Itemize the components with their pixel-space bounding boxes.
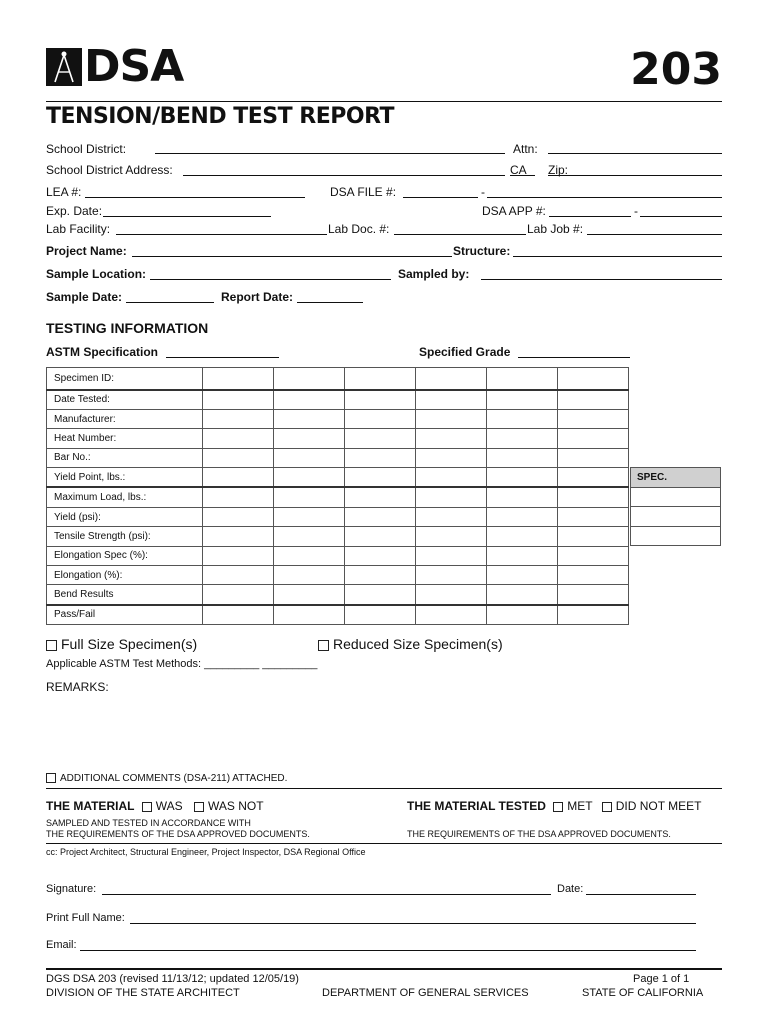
testing-heading: TESTING INFORMATION	[46, 320, 209, 336]
astm-methods: Applicable ASTM Test Methods: _________ _________	[46, 658, 318, 670]
specified-grade-field[interactable]	[518, 357, 630, 358]
row-label: Elongation Spec (%):	[47, 546, 203, 565]
project-name-label: Project Name:	[46, 244, 127, 258]
footer-state: STATE OF CALIFORNIA	[582, 987, 704, 999]
spec-yield[interactable]	[631, 507, 721, 527]
table-row	[47, 468, 629, 488]
date-field[interactable]	[586, 894, 696, 895]
sample-date-label: Sample Date:	[46, 290, 123, 304]
spec-header: SPEC.	[631, 468, 721, 488]
footer-department: DEPARTMENT OF GENERAL SERVICES	[322, 987, 529, 999]
specified-grade-label: Specified Grade	[419, 345, 511, 359]
row-label: Heat Number:	[47, 429, 203, 448]
footer-page: Page 1 of 1	[633, 973, 690, 985]
page-title: TENSION/BEND TEST REPORT	[46, 104, 395, 129]
did-not-meet-checkbox[interactable]	[602, 802, 612, 812]
full-size-checkbox[interactable]	[46, 640, 57, 651]
report-date-field[interactable]	[297, 302, 363, 303]
lab-job-label: Lab Job #:	[527, 222, 584, 236]
attn-field[interactable]	[548, 153, 722, 154]
dsa-app-field-2[interactable]	[640, 216, 722, 217]
table-row	[47, 429, 629, 448]
address-field[interactable]	[183, 175, 505, 176]
table-row	[47, 368, 629, 390]
additional-comments-checkbox[interactable]	[46, 773, 56, 783]
row-label: Pass/Fail	[47, 605, 203, 625]
exp-date-label: Exp. Date:	[46, 204, 103, 218]
lab-facility-label: Lab Facility:	[46, 222, 111, 236]
footer-division: DIVISION OF THE STATE ARCHITECT	[46, 987, 240, 999]
zip-field[interactable]	[548, 175, 722, 176]
table-row	[47, 546, 629, 565]
sample-location-field[interactable]	[150, 279, 391, 280]
school-district-label: School District:	[46, 142, 127, 156]
dsa-app-field-1[interactable]	[549, 216, 631, 217]
email-label: Email:	[46, 939, 77, 951]
zip-label: Zip:	[548, 163, 569, 177]
lab-facility-field[interactable]	[116, 234, 327, 235]
sample-location-label: Sample Location:	[46, 267, 147, 281]
project-name-field[interactable]	[132, 256, 452, 257]
table-row	[47, 605, 629, 625]
row-label: Maximum Load, lbs.:	[47, 487, 203, 507]
dsa-file-label: DSA FILE #:	[330, 185, 397, 199]
email-field[interactable]	[80, 950, 696, 951]
signature-label: Signature:	[46, 883, 97, 895]
material-was-row: THE MATERIAL WAS WAS NOT	[46, 799, 264, 813]
material-tested-row: THE MATERIAL TESTED MET DID NOT MEET	[407, 799, 702, 813]
row-label: Yield (psi):	[47, 507, 203, 526]
table-row	[47, 527, 629, 546]
astm-spec-label: ASTM Specification	[46, 345, 159, 359]
reduced-size-option[interactable]: Reduced Size Specimen(s)	[318, 636, 503, 652]
cc-line: cc: Project Architect, Structural Engineer, Project Inspector, DSA Regional Office	[46, 847, 366, 857]
row-label: Yield Point, lbs.:	[47, 468, 203, 488]
test-results-table	[46, 367, 629, 625]
was-not-checkbox[interactable]	[194, 802, 204, 812]
spec-tensile[interactable]	[631, 526, 721, 546]
address-label: School District Address:	[46, 163, 173, 177]
form-number: 203	[630, 44, 722, 95]
sampled-by-label: Sampled by:	[398, 267, 470, 281]
met-checkbox[interactable]	[553, 802, 563, 812]
dsa-file-field-2[interactable]	[487, 197, 722, 198]
lab-doc-label: Lab Doc. #:	[328, 222, 390, 236]
table-row	[47, 409, 629, 428]
table-row	[47, 487, 629, 507]
structure-field[interactable]	[513, 256, 722, 257]
lea-label: LEA #:	[46, 185, 82, 199]
row-label: Date Tested:	[47, 390, 203, 410]
spec-column	[630, 467, 721, 546]
table-row	[47, 448, 629, 467]
table-row	[47, 507, 629, 526]
date-label: Date:	[557, 883, 584, 895]
lab-job-field[interactable]	[587, 234, 722, 235]
row-label: Manufacturer:	[47, 409, 203, 428]
ca-label: CA	[510, 163, 527, 177]
lab-doc-field[interactable]	[394, 234, 526, 235]
exp-date-field[interactable]	[103, 216, 271, 217]
school-district-field[interactable]	[155, 153, 505, 154]
structure-label: Structure:	[453, 244, 511, 258]
spec-max-load[interactable]	[631, 487, 721, 507]
additional-comments-option[interactable]: ADDITIONAL COMMENTS (DSA-211) ATTACHED.	[46, 773, 287, 784]
astm-spec-field[interactable]	[166, 357, 279, 358]
table-row	[47, 390, 629, 410]
was-checkbox[interactable]	[142, 802, 152, 812]
print-name-label: Print Full Name:	[46, 912, 125, 924]
print-name-field[interactable]	[130, 923, 696, 924]
reduced-size-checkbox[interactable]	[318, 640, 329, 651]
sampled-by-field[interactable]	[481, 279, 722, 280]
dsa-logo	[46, 41, 184, 92]
dsa-app-label: DSA APP #:	[482, 204, 546, 218]
row-label: Bend Results	[47, 585, 203, 605]
compass-icon	[46, 48, 82, 86]
logo-text: DSA	[84, 41, 184, 92]
report-date-label: Report Date:	[221, 290, 294, 304]
full-size-option[interactable]: Full Size Specimen(s)	[46, 636, 197, 652]
table-row	[47, 585, 629, 605]
dsa-file-field-1[interactable]	[403, 197, 478, 198]
lea-field[interactable]	[85, 197, 305, 198]
row-label: Tensile Strength (psi):	[47, 527, 203, 546]
row-label: Elongation (%):	[47, 566, 203, 585]
row-label: Specimen ID:	[47, 368, 203, 390]
signature-field[interactable]	[102, 894, 551, 895]
sample-date-field[interactable]	[126, 302, 214, 303]
table-row	[47, 566, 629, 585]
row-label: Bar No.:	[47, 448, 203, 467]
attn-label: Attn:	[513, 142, 538, 156]
remarks-label: REMARKS:	[46, 680, 109, 694]
footer-revision: DGS DSA 203 (revised 11/13/12; updated 12/05/19)	[46, 973, 299, 985]
